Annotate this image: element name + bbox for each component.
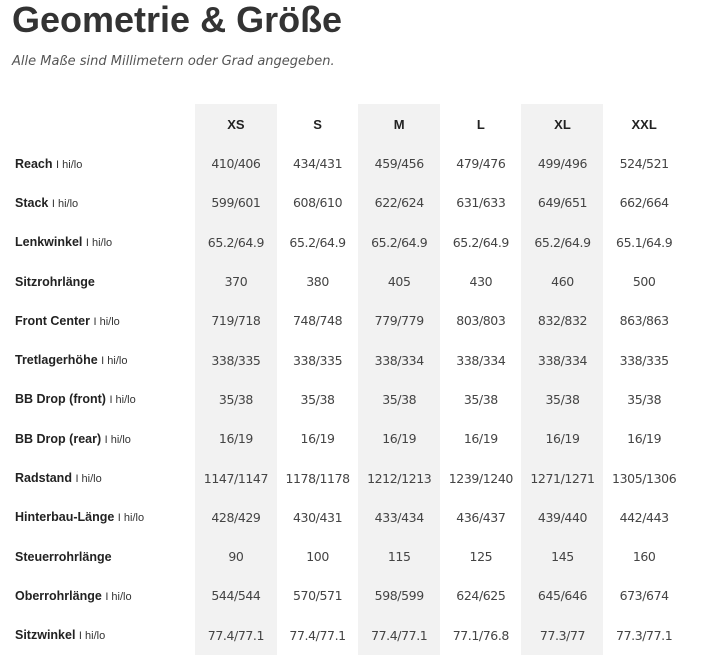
value-cell: 570/571	[293, 588, 343, 604]
row-label	[0, 301, 195, 340]
row-label	[0, 498, 195, 537]
value-cell: 380	[306, 274, 329, 290]
value-cell: 16/19	[300, 431, 335, 447]
value-cell: 599/601	[211, 195, 261, 211]
value-cell: 1212/1213	[367, 470, 432, 486]
row-label	[0, 340, 195, 379]
value-cell: 338/334	[456, 352, 506, 368]
value-cell: 430/431	[293, 509, 343, 525]
value-cell: 544/544	[211, 588, 261, 604]
value-cell: 77.3/77.1	[616, 627, 673, 643]
row-label-note: I hi/lo	[109, 394, 136, 407]
table-row	[0, 223, 685, 262]
value-cell: 459/456	[374, 156, 424, 172]
row-label-text: Sitzwinkel	[15, 628, 76, 643]
row-label-note: I hi/lo	[104, 433, 131, 446]
value-cell: 832/832	[537, 313, 588, 329]
value-cell: 160	[632, 549, 656, 565]
value-cell: 1147/1147	[203, 470, 269, 486]
value-cell: 145	[551, 549, 574, 565]
value-cell: 624/625	[456, 588, 506, 604]
value-cell: 479/476	[456, 156, 506, 172]
value-cell: 338/335	[211, 352, 261, 368]
size-header-l: L	[476, 116, 485, 132]
value-cell: 77.3/77	[539, 627, 586, 643]
value-cell: 77.1/76.8	[452, 627, 509, 643]
value-cell: 77.4/77.1	[371, 627, 428, 643]
value-cell: 16/19	[218, 431, 253, 447]
value-cell: 338/335	[619, 352, 669, 368]
row-label-note: I hi/lo	[85, 237, 113, 250]
value-cell: 460	[551, 274, 574, 290]
value-cell: 35/38	[545, 391, 580, 407]
size-header-xs: XS	[227, 116, 245, 132]
value-cell: 500	[632, 274, 656, 290]
value-cell: 863/863	[619, 313, 669, 329]
value-cell: 100	[306, 549, 329, 565]
value-cell: 436/437	[456, 509, 506, 525]
row-label-note: I hi/lo	[117, 512, 145, 525]
row-label-text: Steuerrohrlänge	[15, 549, 112, 564]
size-header-xxl: XXL	[631, 116, 657, 132]
value-cell: 370	[224, 274, 248, 290]
value-cell: 405	[387, 274, 411, 290]
value-cell: 631/633	[456, 195, 506, 211]
value-cell: 439/440	[537, 509, 588, 525]
table-body	[0, 144, 685, 655]
header-label-cell	[0, 104, 195, 144]
row-label-text: Stack	[15, 195, 49, 210]
value-cell: 649/651	[537, 195, 588, 211]
row-label-text: Sitzrohrlänge	[15, 274, 95, 289]
value-cell: 442/443	[619, 509, 669, 525]
value-cell: 430	[469, 274, 493, 290]
row-label	[0, 380, 195, 419]
header-row	[0, 104, 685, 144]
value-cell: 433/434	[374, 509, 424, 525]
value-cell: 338/335	[293, 352, 343, 368]
table-row	[0, 301, 685, 340]
row-label-note: I hi/lo	[101, 355, 128, 368]
value-cell: 35/38	[300, 391, 335, 407]
value-cell: 622/624	[374, 195, 424, 211]
value-cell: 16/19	[545, 431, 580, 447]
value-cell: 645/646	[537, 588, 588, 604]
row-label	[0, 223, 195, 262]
row-label	[0, 616, 195, 655]
value-cell: 77.4/77.1	[289, 627, 346, 643]
size-header-s: S	[313, 116, 322, 132]
table-row	[0, 537, 685, 576]
table-row	[0, 144, 685, 183]
value-cell: 77.4/77.1	[207, 627, 265, 643]
value-cell: 608/610	[293, 195, 343, 211]
row-label-note: I hi/lo	[56, 158, 83, 171]
value-cell: 1239/1240	[448, 470, 513, 486]
value-cell: 598/599	[374, 588, 424, 604]
value-cell: 16/19	[382, 431, 417, 447]
size-header-m: M	[393, 116, 405, 132]
value-cell: 65.2/64.9	[371, 234, 428, 250]
value-cell: 16/19	[627, 431, 662, 447]
row-label-note: I hi/lo	[75, 473, 102, 486]
value-cell: 524/521	[619, 156, 669, 172]
row-label-note: I hi/lo	[78, 630, 106, 643]
value-cell: 1178/1178	[285, 470, 350, 486]
value-cell: 125	[469, 549, 493, 565]
value-cell: 662/664	[619, 195, 669, 211]
table-row	[0, 498, 685, 537]
value-cell: 16/19	[463, 431, 498, 447]
row-label-text: BB Drop (rear)	[15, 431, 102, 446]
value-cell: 338/334	[537, 352, 588, 368]
table-row	[0, 340, 685, 379]
row-label-text: Tretlagerhöhe	[15, 353, 98, 368]
value-cell: 1305/1306	[612, 470, 677, 486]
row-label	[0, 419, 195, 458]
row-label-text: Lenkwinkel	[15, 235, 83, 250]
row-label-text: BB Drop (front)	[15, 392, 106, 407]
row-label-note: I hi/lo	[105, 590, 132, 603]
value-cell: 65.1/64.9	[616, 234, 673, 250]
value-cell: 673/674	[619, 588, 669, 604]
value-cell: 499/496	[537, 156, 588, 172]
value-cell: 35/38	[627, 391, 662, 407]
row-label-note: I hi/lo	[51, 197, 79, 210]
page-title: Geometrie & Größe	[12, 0, 343, 40]
value-cell: 338/334	[374, 352, 424, 368]
row-label-text: Oberrohrlänge	[15, 588, 102, 603]
page-subtitle: Alle Maße sind Millimetern oder Grad angegeben.	[12, 54, 335, 69]
table-row	[0, 262, 685, 301]
value-cell: 35/38	[218, 391, 253, 407]
table-row	[0, 380, 685, 419]
value-cell: 65.2/64.9	[452, 234, 509, 250]
value-cell: 1271/1271	[530, 470, 595, 486]
value-cell: 65.2/64.9	[534, 234, 591, 250]
value-cell: 35/38	[463, 391, 498, 407]
geometry-table	[0, 104, 685, 655]
row-label-text: Reach	[15, 156, 53, 171]
row-label	[0, 537, 195, 576]
row-label-note: I hi/lo	[93, 315, 120, 328]
table-row	[0, 419, 685, 458]
row-label-text: Front Center	[15, 313, 90, 328]
value-cell: 748/748	[293, 313, 343, 329]
table-row	[0, 616, 685, 655]
row-label	[0, 183, 195, 222]
table-row	[0, 183, 685, 222]
value-cell: 90	[228, 549, 244, 565]
table-row	[0, 458, 685, 497]
value-cell: 428/429	[211, 509, 261, 525]
row-label	[0, 144, 195, 183]
value-cell: 35/38	[382, 391, 417, 407]
row-label	[0, 262, 195, 301]
value-cell: 115	[387, 549, 411, 565]
value-cell: 719/718	[211, 313, 261, 329]
value-cell: 410/406	[211, 156, 261, 172]
row-label-text: Radstand	[15, 471, 72, 486]
value-cell: 434/431	[293, 156, 343, 172]
row-label	[0, 458, 195, 497]
row-label-text: Hinterbau-Länge	[15, 510, 115, 525]
row-label	[0, 576, 195, 615]
value-cell: 65.2/64.9	[289, 234, 346, 250]
size-header-xl: XL	[554, 116, 571, 132]
value-cell: 779/779	[374, 313, 424, 329]
value-cell: 65.2/64.9	[207, 234, 265, 250]
value-cell: 803/803	[456, 313, 506, 329]
table-row	[0, 576, 685, 615]
